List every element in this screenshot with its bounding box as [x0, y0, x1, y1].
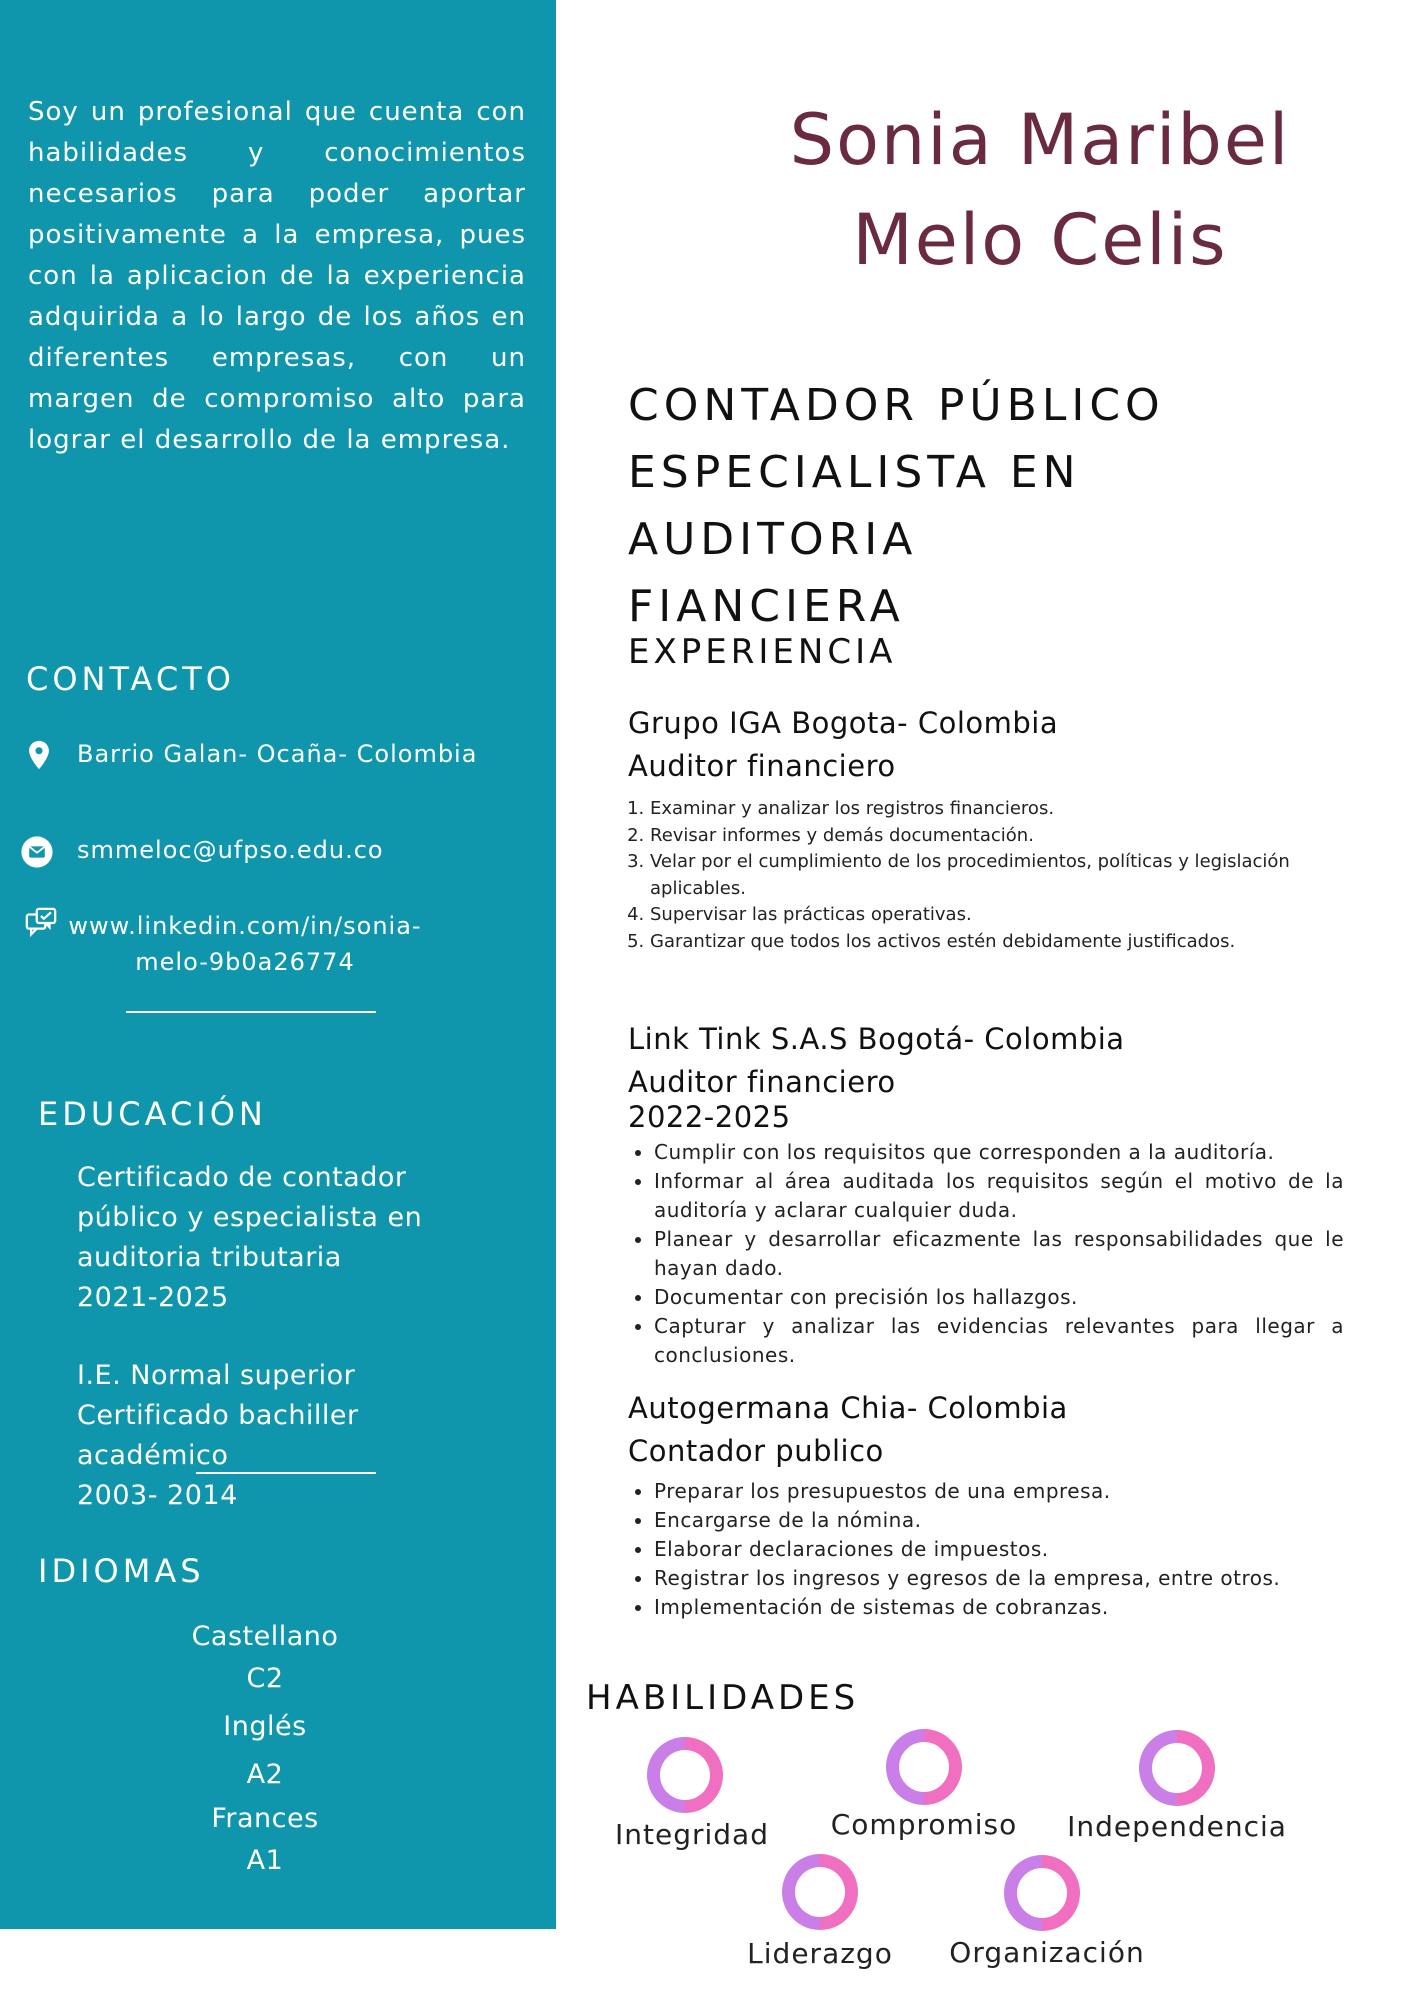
sidebar [0, 0, 556, 1929]
skill-ring-icon [647, 1737, 723, 1813]
list-item: • Informar al área auditada los requisitos según el motivo de la auditoría y aclarar cualquier duda. [654, 1167, 1344, 1225]
education-entry-1-line: Certificado de contador [77, 1162, 407, 1193]
education-entry-2 [77, 1356, 477, 1516]
list-item: • Encargarse de la nómina. [654, 1506, 1344, 1535]
job-2-role: Auditor financiero [628, 1065, 896, 1099]
professional-title-line: FIANCIERA [628, 581, 905, 632]
experience-heading: EXPERIENCIA [628, 632, 897, 672]
job-1-task-list [628, 796, 1315, 955]
job-3-role: Contador publico [628, 1434, 884, 1468]
mail-icon [20, 835, 54, 869]
skill-label: Integridad [615, 1818, 769, 1851]
list-item: • Registrar los ingresos y egresos de la empresa, entre otros. [654, 1564, 1344, 1593]
contact-email[interactable]: smmeloc@ufpso.edu.co [77, 836, 384, 864]
education-entry-1-line: público y especialista en [77, 1202, 423, 1233]
education-entry-1 [77, 1158, 477, 1318]
list-item: 1. Examinar y analizar los registros financieros. [650, 796, 1315, 823]
education-entry-1-period: 2021-2025 [77, 1282, 229, 1313]
linkedin-line-1: www.linkedin.com/in/sonia- [68, 912, 422, 940]
professional-title-line: ESPECIALISTA EN AUDITORIA [628, 447, 1081, 565]
language-name: Castellano [191, 1621, 339, 1652]
list-item: 5. Garantizar que todos los activos estén debidamente justificados. [650, 929, 1315, 956]
education-divider [196, 1472, 376, 1474]
job-2-period: 2022-2025 [628, 1100, 791, 1134]
skill-ring-icon [782, 1854, 858, 1930]
skill-ring-icon [1004, 1855, 1080, 1931]
job-1-role: Auditor financiero [628, 749, 896, 783]
language-name: Inglés [223, 1711, 307, 1742]
list-item: 3. Velar por el cumplimiento de los procedimientos, políticas y legislación aplicables. [650, 849, 1315, 902]
language-level: A1 [246, 1845, 284, 1876]
job-3-task-list [628, 1477, 1344, 1622]
job-3-company: Autogermana Chia- Colombia [628, 1391, 1068, 1425]
education-entry-2-line: Certificado bachiller [77, 1400, 359, 1431]
language-name: Frances [211, 1803, 319, 1834]
skill-label: Independencia [1067, 1810, 1287, 1843]
person-name-line-1: Sonia Maribel [789, 99, 1291, 181]
list-item: • Elaborar declaraciones de impuestos. [654, 1535, 1344, 1564]
contact-divider [126, 1011, 376, 1013]
education-heading: EDUCACIÓN [38, 1095, 267, 1133]
contact-linkedin[interactable] [60, 908, 430, 980]
job-2-task-list [628, 1138, 1344, 1370]
profile-summary: Soy un profesional que cuenta con habilidades y conocimientos necesarios para poder aportar positivamente a la empresa, pues con la aplicacion de la experiencia adquirida a lo largo de los años en diferentes empresas, con un margen de compromiso alto para lograr el desarrollo de la empresa. [28, 97, 526, 455]
list-item: 2. Revisar informes y demás documentación. [650, 823, 1315, 850]
list-item: • Planear y desarrollar eficazmente las responsabilidades que le hayan dado. [654, 1225, 1344, 1283]
list-item: • Cumplir con los requisitos que corresponden a la auditoría. [654, 1138, 1344, 1167]
skill-label: Liderazgo [747, 1937, 893, 1970]
contact-address: Barrio Galan- Ocaña- Colombia [77, 740, 478, 768]
education-entry-2-line: académico [77, 1440, 229, 1471]
job-1-company: Grupo IGA Bogota- Colombia [628, 706, 1059, 740]
skills-heading: HABILIDADES [586, 1678, 860, 1718]
professional-title [628, 372, 1388, 640]
person-name-line-2: Melo Celis [852, 199, 1228, 281]
contact-heading: CONTACTO [26, 660, 235, 698]
languages-heading: IDIOMAS [38, 1552, 205, 1590]
list-item: • Preparar los presupuestos de una empresa. [654, 1477, 1344, 1506]
list-item: • Implementación de sistemas de cobranzas. [654, 1593, 1344, 1622]
list-item: • Documentar con precisión los hallazgos. [654, 1283, 1344, 1312]
education-entry-2-line: I.E. Normal superior [77, 1360, 356, 1391]
language-level: A2 [246, 1759, 284, 1790]
professional-title-line: CONTADOR PÚBLICO [628, 380, 1165, 431]
skill-ring-icon [886, 1729, 962, 1805]
job-2-company: Link Tink S.A.S Bogotá- Colombia [628, 1022, 1125, 1056]
skill-label: Compromiso [830, 1808, 1018, 1841]
location-pin-icon [22, 738, 56, 772]
linkedin-line-2: melo-9b0a26774 [135, 948, 355, 976]
education-entry-2-period: 2003- 2014 [77, 1480, 238, 1511]
language-level: C2 [246, 1663, 284, 1694]
list-item: 4. Supervisar las prácticas operativas. [650, 902, 1315, 929]
skill-label: Organización [949, 1936, 1145, 1969]
person-name [700, 90, 1380, 290]
skill-ring-icon [1139, 1730, 1215, 1806]
linkedin-chat-icon [24, 906, 58, 940]
list-item: • Capturar y analizar las evidencias relevantes para llegar a conclusiones. [654, 1312, 1344, 1370]
education-entry-1-line: auditoria tributaria [77, 1242, 342, 1273]
